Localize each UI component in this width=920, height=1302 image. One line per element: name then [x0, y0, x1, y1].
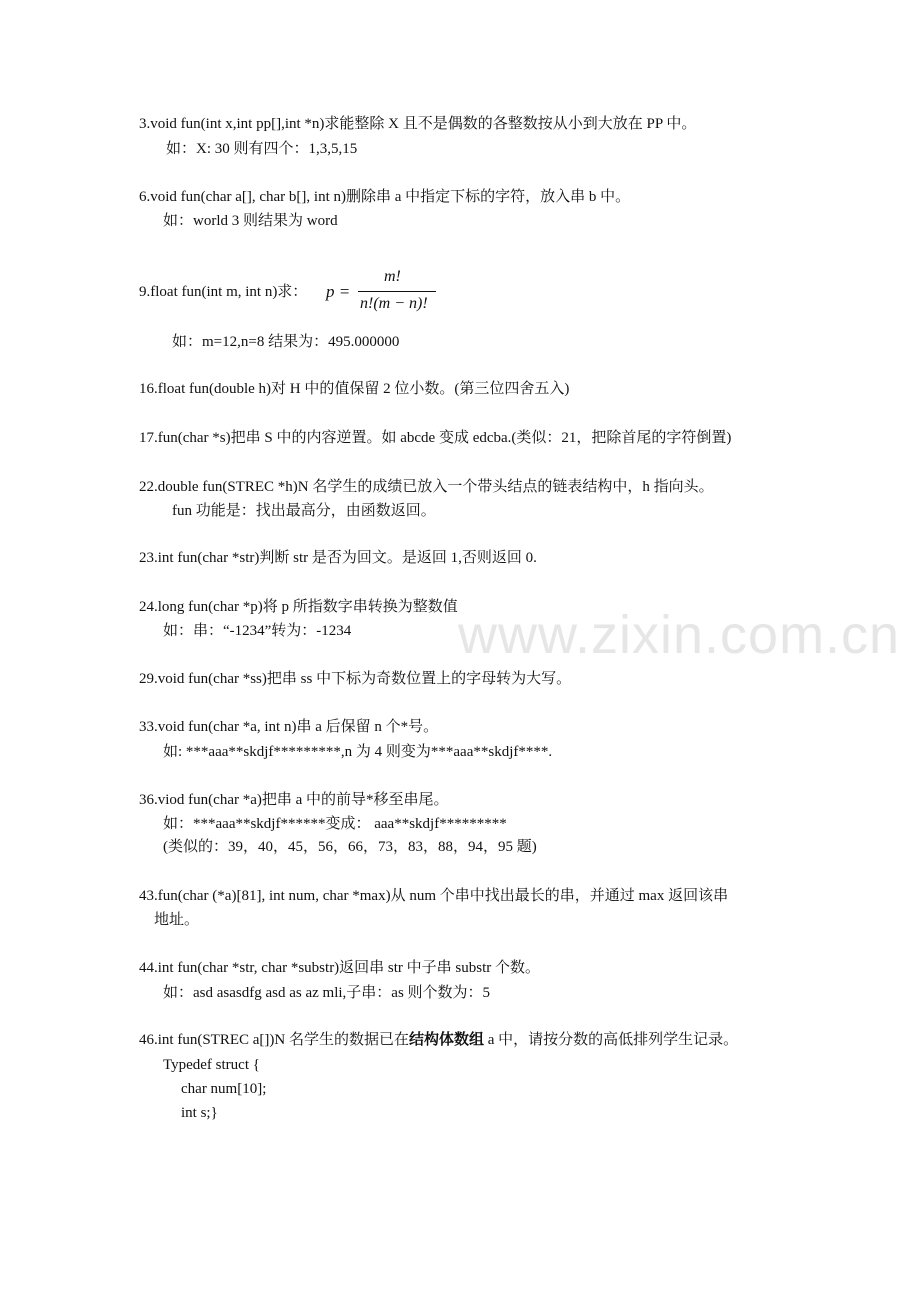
item-29-line-1: 29.void fun(char *ss)把串 ss 中下标为奇数位置上的字母转为大写。 [139, 671, 572, 687]
item-9-formula [326, 268, 436, 318]
item-17-line-1: 17.fun(char *s)把串 S 中的内容逆置。如 abcde 变成 edcba.(类似：21，把除首尾的字符倒置) [139, 430, 732, 446]
item-3-line-1: 3.void fun(int x,int pp[],int *n)求能整除 X 且不是偶数的各整数按从小到大放在 PP 中。 [139, 116, 697, 132]
formula-lhs: p = [326, 282, 351, 301]
item-36-example: 如：***aaa**skdjf******变成： aaa**skdjf********* [163, 816, 507, 832]
item-46-line-1 [139, 1030, 738, 1050]
item-44-line-1: 44.int fun(char *str, char *substr)返回串 str 中子串 substr 个数。 [139, 960, 541, 976]
item-46-code-1: Typedef struct { [163, 1057, 260, 1073]
item-6-line-1: 6.void fun(char a[], char b[], int n)删除串 a 中指定下标的字符，放入串 b 中。 [139, 189, 631, 205]
formula-numerator: m! [384, 268, 401, 285]
item-33-example: 如: ***aaa**skdjf*********,n 为 4 则变为***aaa**skdjf****. [163, 744, 553, 760]
watermark: www.zixin.com.cn [458, 605, 901, 665]
item-43-line-2: 地址。 [154, 912, 200, 928]
item-24-line-1: 24.long fun(char *p)将 p 所指数字串转换为整数值 [139, 599, 458, 615]
item-6-example: 如：world 3 则结果为 word [163, 213, 338, 229]
item-46-text-pre: 46.int fun(STREC a[])N 名学生的数据已在 [139, 1032, 409, 1048]
item-46-text-post: a 中，请按分数的高低排列学生记录。 [484, 1032, 739, 1048]
item-44-example: 如：asd asasdfg asd as az mli,子串：as 则个数为：5 [163, 985, 491, 1001]
item-46-code-2: char num[10]; [181, 1081, 267, 1097]
item-16-line-1: 16.float fun(double h)对 H 中的值保留 2 位小数。(第三位四舍五入) [139, 381, 570, 397]
item-22-line-2: fun 功能是：找出最高分，由函数返回。 [172, 503, 436, 519]
item-46-code-3: int s;} [181, 1105, 218, 1121]
item-36-note: (类似的：39，40，45，56，66，73，83，88，94，95 题) [163, 839, 537, 855]
item-33-line-1: 33.void fun(char *a, int n)串 a 后保留 n 个*号。 [139, 719, 439, 735]
item-36-line-1: 36.viod fun(char *a)把串 a 中的前导*移至串尾。 [139, 792, 449, 808]
formula-denominator: n!(m − n)! [360, 295, 428, 312]
item-9-example: 如：m=12,n=8 结果为：495.000000 [172, 334, 400, 350]
item-3-example: 如：X: 30 则有四个：1,3,5,15 [166, 141, 358, 157]
item-24-example: 如：串：“-1234”转为：-1234 [163, 623, 352, 639]
item-43-line-1: 43.fun(char (*a)[81], int num, char *max)从 num 个串中找出最长的串，并通过 max 返回该串 [139, 888, 729, 904]
item-46-text-bold: 结构体数组 [408, 1032, 484, 1048]
item-22-line-1: 22.double fun(STREC *h)N 名学生的成绩已放入一个带头结点的链表结构中，h 指向头。 [139, 479, 714, 495]
fraction-bar [358, 291, 436, 292]
item-9-line-1: 9.float fun(int m, int n)求： [139, 284, 308, 300]
item-23-line-1: 23.int fun(char *str)判断 str 是否为回文。是返回 1,否则返回 0. [139, 550, 537, 566]
